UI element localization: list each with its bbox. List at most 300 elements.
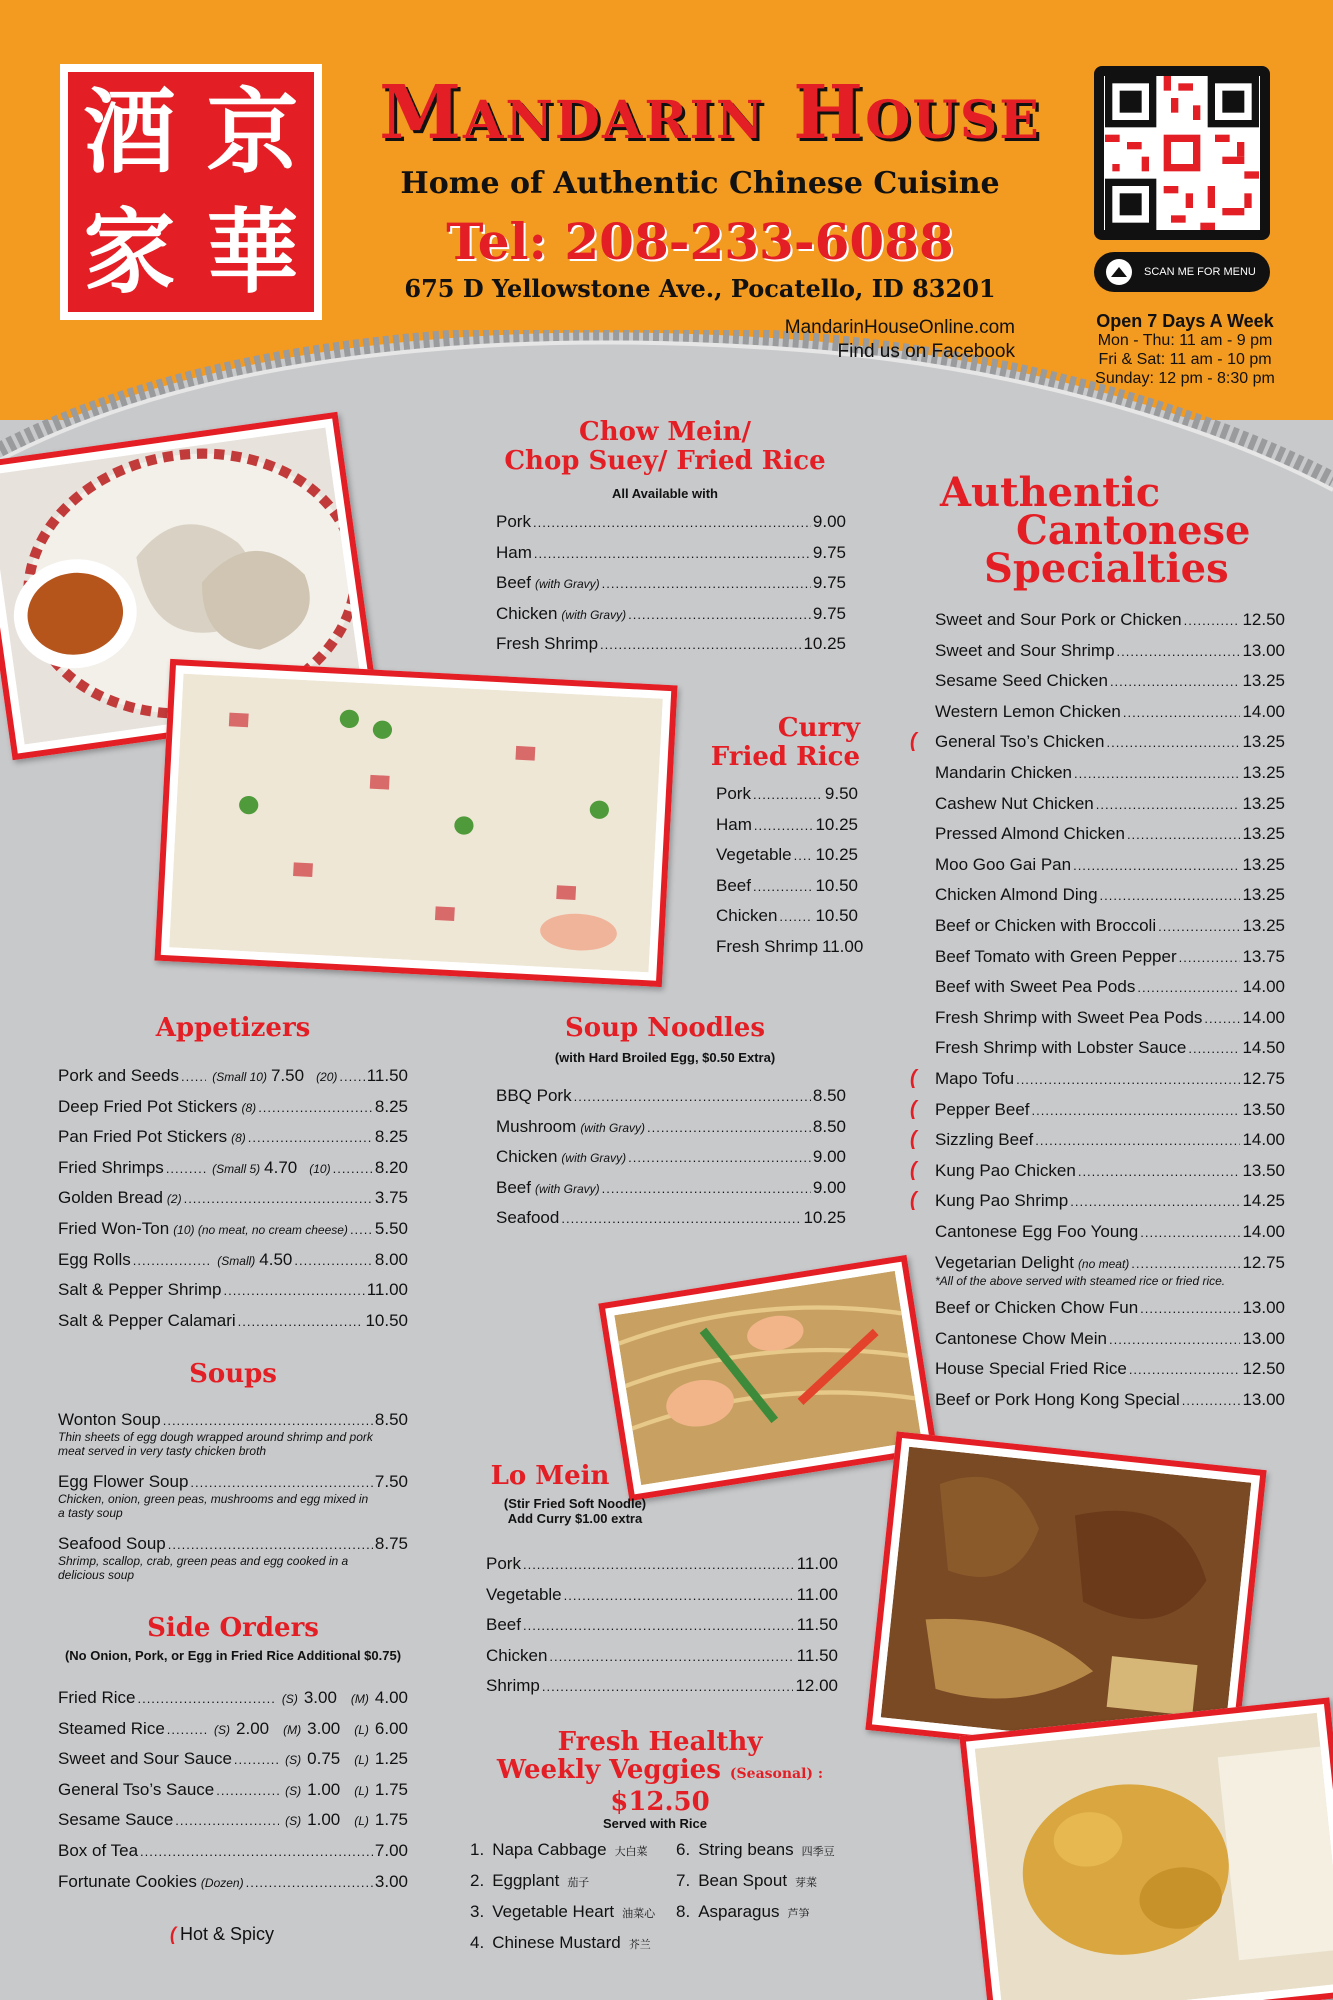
item-price: 9.75 [812, 542, 846, 562]
item-price: 8.25 [374, 1096, 408, 1116]
subtitle-line: (Stir Fried Soft Noodle) [503, 1496, 647, 1511]
menu-item [496, 1208, 846, 1228]
menu-item [496, 604, 846, 624]
item-name: Sesame Sauce [58, 1810, 174, 1830]
logo-char: 華 [206, 198, 299, 306]
item-name: Beef Tomato with Green Pepper [935, 946, 1177, 966]
chili-icon: ( [910, 1189, 917, 1212]
item-name: Fresh Shrimp [496, 634, 599, 653]
qr-code[interactable] [1094, 66, 1270, 240]
leader-dots [1204, 1011, 1240, 1026]
item-name: Fortunate Cookies [58, 1871, 197, 1891]
item-name: Chicken [496, 1147, 558, 1167]
menu-item [935, 1191, 1285, 1211]
lo-mein-title: Lo Mein [490, 1461, 610, 1491]
item-name: Fried Won-Ton [58, 1219, 170, 1238]
spicy-legend [170, 1924, 274, 1945]
menu-item [935, 1253, 1285, 1273]
item-name: Pepper Beef [935, 1099, 1030, 1119]
leader-dots [523, 1618, 795, 1633]
veggie-name: Bean Spout [698, 1871, 788, 1890]
veggie-num: 8. [676, 1902, 691, 1921]
menu-item [58, 1749, 408, 1769]
menu-item [935, 1359, 1285, 1379]
menu-item [935, 1130, 1285, 1150]
item-name: Fresh Shrimp with Sweet Pea Pods [935, 1007, 1203, 1027]
item-name: Vegetarian Delight [935, 1252, 1074, 1272]
leader-dots [602, 1181, 811, 1196]
item-name: Fried Shrimps [58, 1157, 164, 1177]
item-name: Sweet and Sour Pork or Chicken [935, 610, 1182, 629]
leader-dots [1100, 888, 1241, 903]
leader-dots [234, 1752, 279, 1767]
menu-item [935, 702, 1285, 722]
facebook-text: Find us on Facebook [837, 341, 1015, 362]
menu-item [935, 977, 1285, 997]
item-price: 12.00 [795, 1676, 838, 1696]
item-note: (with Gravy) [534, 577, 600, 591]
leader-dots [574, 1089, 811, 1104]
leader-dots [140, 1844, 373, 1859]
soup-noodles-subtitle: (with Hard Broiled Egg, $0.50 Extra) [554, 1050, 776, 1065]
item-name: Kung Pao Shrimp [935, 1191, 1069, 1211]
menu-item [58, 1188, 408, 1208]
legend-label: Hot & Spicy [180, 1924, 275, 1944]
item-name: Fresh Shrimp [716, 936, 819, 956]
menu-item [58, 1841, 408, 1861]
leader-dots [1140, 1225, 1240, 1240]
veggies-title [470, 1728, 850, 1816]
item-name: Chicken [716, 906, 778, 925]
item-description: Chicken, onion, green peas, mushrooms and egg mixed in a tasty soup [58, 1492, 369, 1520]
menu-item [935, 824, 1285, 844]
item-price: 8.50 [812, 1116, 846, 1136]
item-name: Beef [496, 1177, 531, 1197]
item-price: 13.50 [1242, 1160, 1285, 1180]
menu-item [716, 876, 858, 896]
opening-hours [1070, 312, 1300, 388]
item-price: 11.00 [796, 1554, 838, 1573]
veggie-name: Eggplant [492, 1871, 560, 1890]
item-name: Pan Fried Pot Stickers [58, 1127, 228, 1147]
item-price: 9.00 [812, 512, 846, 531]
item-name: Mapo Tofu [935, 1069, 1015, 1088]
item-price: 8.25 [374, 1127, 408, 1147]
leader-dots [794, 848, 814, 863]
menu-item [58, 1688, 408, 1708]
menu-item [935, 1008, 1285, 1028]
item-price: 1.75 [374, 1779, 408, 1799]
menu-item [486, 1646, 838, 1666]
item-price: 5.50 [374, 1219, 408, 1238]
leader-dots [190, 1475, 373, 1490]
item-name: Ham [496, 542, 532, 562]
item-note: (Small 5) [212, 1161, 261, 1176]
leader-dots [753, 879, 813, 894]
item-name: Mandarin Chicken [935, 763, 1073, 782]
menu-item [486, 1615, 838, 1635]
leader-dots [223, 1283, 364, 1298]
size-label: (L) [354, 1722, 369, 1737]
item-price: 7.00 [374, 1841, 408, 1860]
menu-item [58, 1472, 408, 1492]
veggie-item [676, 1871, 817, 1891]
leader-dots [167, 1722, 208, 1737]
item-price: 3.00 [374, 1871, 408, 1891]
menu-item [935, 1329, 1285, 1349]
menu-item [935, 1100, 1285, 1120]
item-note: (with Gravy) [580, 1120, 645, 1135]
item-price: 13.25 [1242, 732, 1285, 752]
size-label: (S) [285, 1814, 302, 1829]
veggie-item [676, 1840, 835, 1860]
title-line: Chow Mein/ [579, 417, 751, 447]
item-note: (8) [231, 1131, 246, 1146]
leader-dots [163, 1413, 373, 1428]
title-text: Weekly Veggies [496, 1755, 721, 1785]
camera-icon [1106, 259, 1132, 285]
veggie-num: 1. [470, 1840, 485, 1859]
size-label: (M) [283, 1722, 302, 1737]
item-name: Beef with Sweet Pea Pods [935, 977, 1136, 997]
item-price: 12.50 [1242, 610, 1285, 629]
item-note: (Small 10) [212, 1070, 267, 1084]
address: 675 D Yellowstone Ave., Pocatello, ID 83201 [404, 274, 996, 303]
item-name: Beef or Chicken Chow Fun [935, 1298, 1139, 1317]
item-price-small: 4.70 [264, 1157, 298, 1177]
chili-icon: ( [170, 1924, 176, 1944]
phone-number[interactable]: Tel: 208-233-6088 [446, 212, 954, 271]
item-price-small: 0.75 [307, 1749, 341, 1769]
hours-title: Open 7 Days A Week [1096, 311, 1274, 331]
item-price: 8.50 [374, 1410, 408, 1429]
item-name: Chicken Almond Ding [935, 885, 1098, 905]
item-name: Beef [486, 1615, 521, 1635]
item-price: 11.50 [796, 1615, 838, 1635]
veggie-zh: 芥兰 [628, 1938, 651, 1951]
menu-item [496, 512, 846, 532]
veggie-name: Vegetable Heart [492, 1902, 615, 1921]
item-price: 13.00 [1242, 1328, 1285, 1348]
item-name: Moo Goo Gai Pan [935, 854, 1072, 874]
menu-item [58, 1127, 408, 1147]
leader-dots [533, 515, 811, 530]
veggie-name: Asparagus [698, 1902, 780, 1921]
item-price: 10.25 [815, 845, 858, 864]
item-price: 11.00 [796, 1584, 838, 1604]
leader-dots [246, 1875, 373, 1890]
leader-dots [168, 1537, 373, 1552]
leader-dots [1110, 674, 1241, 689]
menu-item [58, 1311, 408, 1331]
item-name: Pork [496, 512, 531, 531]
item-note: (no meat) [1077, 1256, 1130, 1271]
menu-item [935, 885, 1285, 905]
leader-dots [339, 1069, 364, 1084]
soup-noodles-title: Soup Noodles [565, 1013, 765, 1043]
item-name: Fried Rice [58, 1688, 136, 1707]
hours-line: Sunday: 12 pm - 8:30 pm [1095, 370, 1275, 387]
scan-menu-button[interactable] [1094, 252, 1270, 292]
leader-dots [1140, 1301, 1240, 1316]
item-name: Egg Rolls [58, 1249, 131, 1269]
item-price: 14.00 [1242, 1130, 1285, 1150]
item-name: Beef [716, 875, 751, 895]
hours-line: Mon - Thu: 11 am - 9 pm [1097, 332, 1273, 349]
logo-char: 京 [206, 78, 299, 186]
menu-item [58, 1719, 408, 1739]
item-name: Western Lemon Chicken [935, 701, 1121, 721]
leader-dots [350, 1222, 373, 1237]
menu-item [496, 634, 846, 654]
item-note: (8) [241, 1100, 257, 1115]
menu-item [716, 845, 858, 865]
leader-dots [1106, 735, 1240, 750]
leader-dots [1129, 1362, 1241, 1377]
scan-label: SCAN ME FOR MENU [1144, 266, 1256, 278]
item-price: 11.50 [366, 1066, 408, 1085]
item-name: Beef or Pork Hong Kong Special [935, 1389, 1180, 1409]
size-label: (S) [214, 1722, 231, 1737]
menu-item [496, 573, 846, 593]
item-price: 4.00 [374, 1688, 408, 1707]
veggie-item [470, 1902, 655, 1922]
chili-icon: ( [910, 730, 917, 753]
item-price: 13.25 [1242, 793, 1285, 813]
item-name: General Tso’s Chicken [935, 732, 1105, 752]
item-name: Pork and Seeds [58, 1066, 179, 1085]
leader-dots [1182, 1393, 1241, 1408]
item-price: 7.50 [374, 1472, 408, 1491]
item-name: Salt & Pepper Calamari [58, 1310, 236, 1330]
item-price-small: 1.00 [307, 1779, 341, 1799]
item-price: 10.25 [803, 634, 846, 653]
leader-dots [1035, 1133, 1240, 1148]
veggie-num: 3. [470, 1902, 485, 1921]
website-link[interactable]: MandarinHouseOnline.com [784, 317, 1015, 338]
item-price: 12.75 [1242, 1069, 1285, 1088]
item-price: 11.50 [796, 1645, 838, 1665]
chili-icon: ( [910, 1128, 917, 1151]
leader-dots [137, 1691, 275, 1706]
item-price: 10.25 [815, 814, 858, 834]
item-price: 6.00 [374, 1718, 408, 1738]
menu-item [496, 1086, 846, 1106]
leader-dots [602, 576, 811, 591]
menu-item [935, 916, 1285, 936]
item-name: Pork [716, 784, 751, 803]
item-price-small: 2.00 [236, 1718, 270, 1738]
leader-dots [1032, 1103, 1241, 1118]
veggie-zh: 油菜心 [622, 1907, 656, 1920]
lo-mein-photo [598, 1255, 937, 1501]
leader-dots [216, 1783, 279, 1798]
leader-dots [166, 1161, 206, 1176]
item-price: 13.50 [1242, 1099, 1285, 1119]
item-name: Sweet and Sour Sauce [58, 1749, 232, 1769]
logo-char: 酒 [83, 78, 176, 186]
menu-item [716, 815, 858, 835]
leader-dots [258, 1100, 373, 1115]
title-line [470, 1756, 850, 1788]
item-price-small: 3.00 [303, 1688, 337, 1707]
item-description: Shrimp, scallop, crab, green peas and egg cooked in a delicious soup [58, 1554, 349, 1582]
item-price: 8.50 [812, 1086, 846, 1105]
leader-dots [542, 1679, 794, 1694]
menu-item [935, 947, 1285, 967]
item-price: 13.00 [1242, 1389, 1285, 1409]
item-price: 8.75 [374, 1534, 408, 1553]
menu-item [58, 1097, 408, 1117]
item-name: Vegetable [486, 1584, 562, 1604]
menu-item [58, 1872, 408, 1892]
veggie-num: 4. [470, 1933, 485, 1952]
hours-line: Fri & Sat: 11 am - 10 pm [1098, 351, 1272, 368]
logo-char: 家 [83, 198, 176, 306]
size-label: (S) [285, 1783, 302, 1798]
title-line: Fried Rice [710, 741, 860, 772]
item-name: Ham [716, 814, 752, 834]
leader-dots [1109, 1332, 1240, 1347]
size-label: (L) [354, 1783, 369, 1798]
leader-dots [1096, 797, 1241, 812]
item-name: Cantonese Egg Foo Young [935, 1222, 1139, 1241]
item-price: 9.50 [824, 784, 858, 803]
curry-title [680, 714, 860, 771]
tagline: Home of Authentic Chinese Cuisine [400, 166, 1000, 201]
item-price: 8.20 [374, 1157, 409, 1177]
specialties-title [930, 469, 1260, 592]
leader-dots [1078, 1164, 1241, 1179]
leader-dots [1158, 919, 1240, 934]
item-price: 13.00 [1242, 1298, 1285, 1317]
menu-item [935, 763, 1285, 783]
item-price: 9.00 [812, 1177, 846, 1197]
item-note: (10) (no meat, no cream cheese) [173, 1223, 348, 1237]
item-price: 13.25 [1242, 885, 1285, 905]
item-price-small: 4.50 [259, 1249, 293, 1269]
item-name: Vegetable [716, 845, 792, 864]
title-line: Specialties [984, 545, 1229, 592]
item-price: 11.00 [366, 1280, 408, 1300]
title-line: Cantonese [1016, 507, 1251, 554]
item-price: 14.00 [1242, 701, 1285, 721]
seasonal-note: (Seasonal) : [729, 1766, 824, 1782]
menu-item [716, 906, 858, 926]
menu-item [496, 1178, 846, 1198]
item-note: (with Gravy) [561, 1151, 627, 1166]
leader-dots [1137, 980, 1240, 995]
item-name: Mushroom [496, 1116, 577, 1136]
item-name: Beef or Chicken with Broccoli [935, 916, 1157, 935]
leader-dots [1117, 644, 1241, 659]
item-name: Chicken [486, 1645, 548, 1665]
menu-item [496, 1147, 846, 1167]
item-name: Box of Tea [58, 1841, 139, 1860]
item-note: (Dozen) [200, 1875, 244, 1890]
item-name: Sizzling Beef [935, 1130, 1034, 1150]
item-price: 13.75 [1242, 946, 1285, 966]
leader-dots [1070, 1194, 1240, 1209]
item-name: Egg Flower Soup [58, 1472, 189, 1491]
menu-item [716, 936, 864, 957]
item-note: (Small) [217, 1253, 256, 1268]
item-price: 13.25 [1242, 824, 1285, 844]
menu-item [486, 1676, 838, 1696]
item-price: 13.25 [1242, 763, 1285, 782]
size-label: (L) [354, 1814, 369, 1829]
veggie-zh: 茄子 [567, 1876, 590, 1889]
veggie-zh: 四季豆 [801, 1845, 835, 1858]
item-note: (20) [316, 1070, 338, 1084]
size-label: (S) [281, 1692, 298, 1706]
item-name: BBQ Pork [496, 1086, 572, 1105]
item-price: 13.25 [1242, 854, 1285, 874]
menu-item [58, 1158, 408, 1178]
leader-dots [753, 787, 823, 802]
qr-pattern [1104, 76, 1260, 230]
item-price: 9.75 [812, 603, 846, 623]
chili-icon: ( [910, 1158, 917, 1181]
item-price: 10.25 [803, 1208, 846, 1228]
leader-dots [1073, 858, 1240, 873]
item-price: 13.25 [1242, 916, 1285, 935]
menu-item [58, 1219, 408, 1239]
leader-dots [1179, 950, 1241, 965]
title-line: Curry [777, 713, 860, 743]
side-orders-subtitle: (No Onion, Pork, or Egg in Fried Rice Additional $0.75) [64, 1648, 402, 1663]
item-note: (with Gravy) [534, 1181, 600, 1196]
veggie-item [470, 1871, 589, 1891]
veggie-zh: 大白菜 [614, 1845, 648, 1858]
chow-mein-subtitle: All Available with [612, 486, 718, 501]
item-price: 3.00 [307, 1718, 341, 1738]
leader-dots [184, 1191, 373, 1206]
item-price: 9.00 [812, 1147, 846, 1167]
menu-item [58, 1534, 408, 1554]
item-name: Shrimp [486, 1676, 540, 1696]
item-price: 1.75 [374, 1810, 408, 1830]
item-price: 9.75 [812, 573, 846, 592]
restaurant-name: Mandarin House [379, 70, 1041, 156]
leader-dots [779, 909, 813, 924]
veggie-num: 6. [676, 1840, 691, 1859]
appetizers-title: Appetizers [155, 1013, 311, 1043]
leader-dots [181, 1069, 206, 1084]
menu-item [935, 1298, 1285, 1318]
menu-item [935, 855, 1285, 875]
leader-dots [561, 1211, 801, 1226]
veggie-num: 7. [676, 1871, 691, 1890]
item-price: 8.00 [374, 1249, 409, 1269]
item-name: Deep Fried Pot Stickers [58, 1096, 238, 1116]
leader-dots [1016, 1072, 1240, 1087]
item-price: 10.50 [815, 906, 858, 925]
website-block [640, 316, 1015, 364]
item-name: Fresh Shrimp with Lobster Sauce [935, 1038, 1187, 1058]
item-price: 14.25 [1242, 1191, 1285, 1211]
item-note: (with Gravy) [561, 607, 627, 622]
chili-icon: ( [910, 1097, 917, 1120]
leader-dots [1127, 827, 1241, 842]
size-label: (L) [354, 1753, 369, 1768]
fried-rice-photo [154, 659, 677, 987]
veggie-zh: 芽菜 [795, 1876, 818, 1889]
menu-item [935, 732, 1285, 752]
size-label: (M) [350, 1692, 369, 1706]
menu-item [935, 1390, 1285, 1410]
lo-mein-subtitle [470, 1496, 680, 1526]
